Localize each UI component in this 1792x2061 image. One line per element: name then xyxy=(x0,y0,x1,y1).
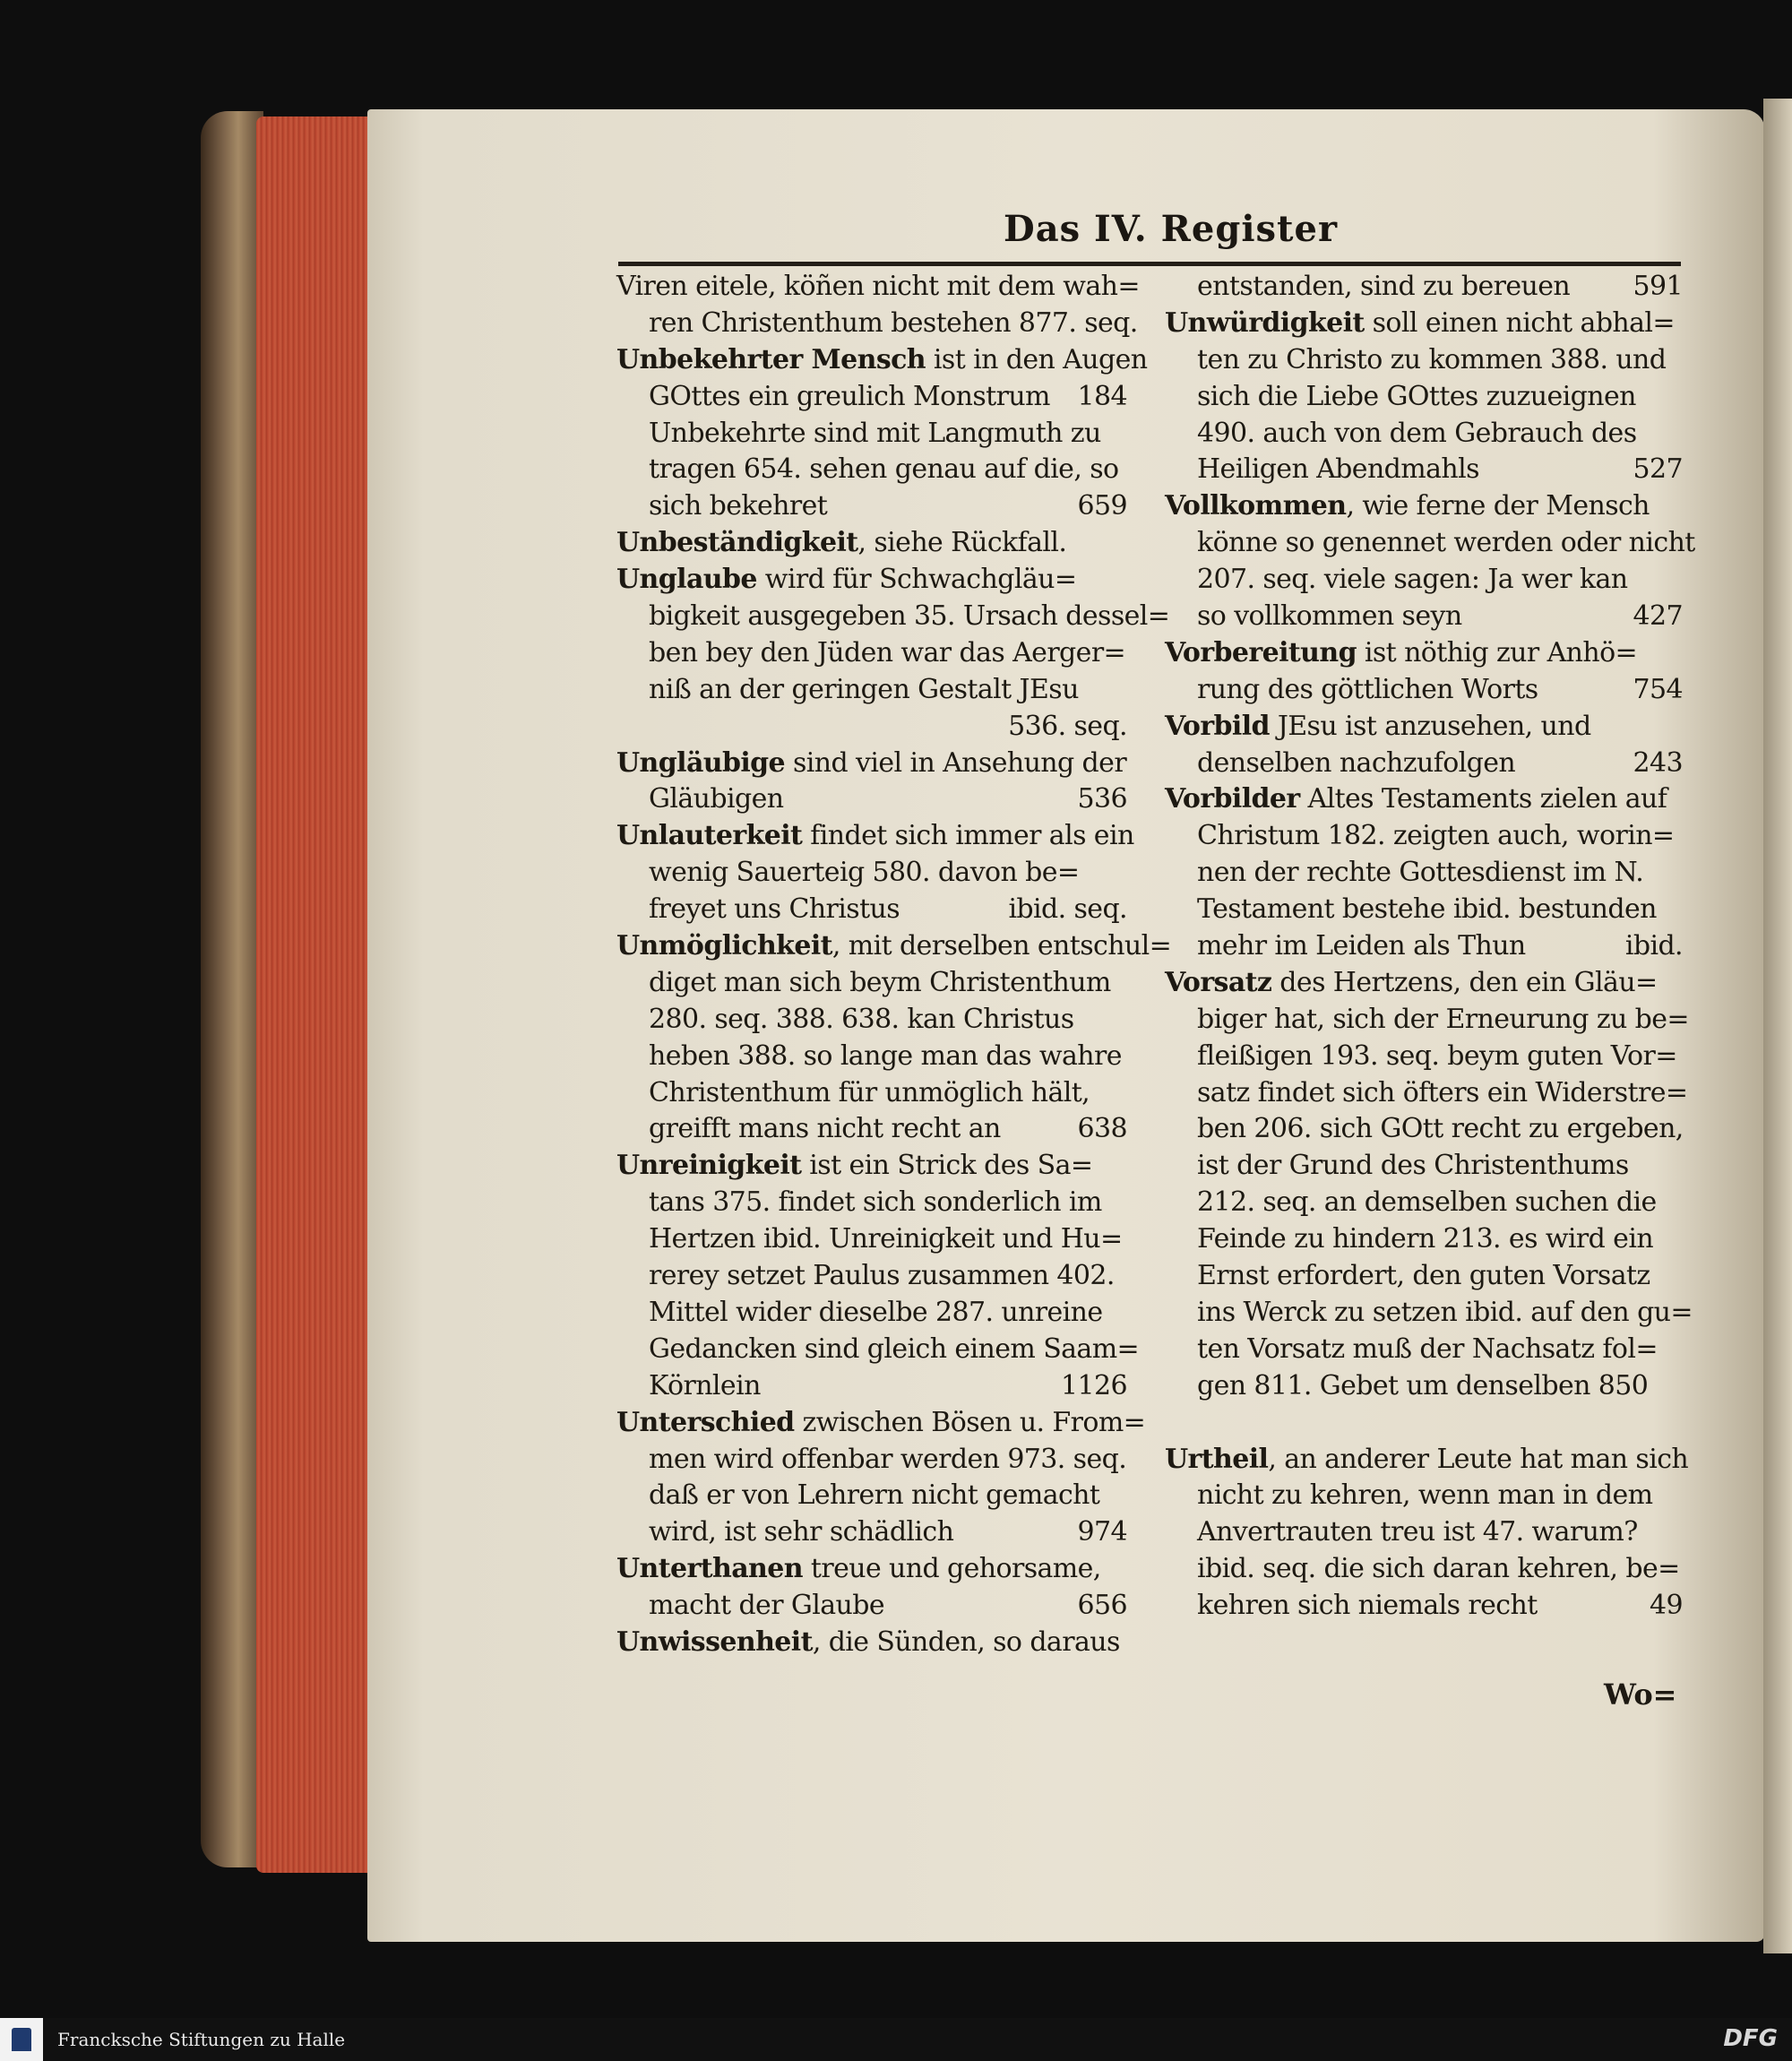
index-text: Testament bestehe ibid. bestunden xyxy=(1197,893,1657,926)
index-line xyxy=(616,1625,1127,1661)
index-line xyxy=(616,1075,1127,1112)
index-text: diget man sich beym Christenthum xyxy=(649,966,1111,998)
index-line xyxy=(616,1405,1146,1442)
entry-gap xyxy=(1165,1405,1683,1442)
index-text: men wird offenbar werden 973. seq. xyxy=(649,1443,1127,1475)
index-text: wird für Schwachgläu= xyxy=(756,564,1077,596)
index-line xyxy=(616,269,1140,306)
index-text: Heiligen Abendmahls xyxy=(1197,453,1479,486)
index-line xyxy=(1165,1478,1683,1514)
page-reference: 536 xyxy=(1077,783,1127,815)
index-line xyxy=(1165,599,1683,635)
index-text: fleißigen 193. seq. beym guten Vor= xyxy=(1197,1039,1677,1072)
index-text: kehren sich niemals recht xyxy=(1197,1590,1538,1622)
index-line xyxy=(616,1514,1127,1551)
index-line xyxy=(616,635,1127,672)
index-text: macht der Glaube xyxy=(649,1590,885,1622)
index-text: 207. seq. viele sagen: Ja wer kan xyxy=(1197,564,1628,596)
index-text: tans 375. findet sich sonderlich im xyxy=(649,1186,1102,1219)
index-line xyxy=(1165,746,1683,782)
index-text: ist ein Strick des Sa= xyxy=(801,1150,1093,1182)
index-text: wenig Sauerteig 580. davon be= xyxy=(649,857,1080,889)
index-line xyxy=(616,1368,1127,1405)
index-text: ist der Grund des Christenthums xyxy=(1197,1150,1629,1182)
index-line xyxy=(616,342,1148,379)
index-line xyxy=(1165,1221,1683,1258)
index-text: Unbekehrte sind mit Langmuth zu xyxy=(649,417,1101,449)
page-reference: 1126 xyxy=(1061,1369,1127,1401)
index-text: , wie ferne der Mensch xyxy=(1346,490,1650,522)
index-text: , die Sünden, so daraus xyxy=(812,1626,1120,1658)
index-text: Christenthum für unmöglich hält, xyxy=(649,1076,1090,1108)
index-line xyxy=(1165,1148,1683,1185)
index-headword: Unterschied xyxy=(616,1406,795,1438)
index-text: findet sich immer als ein xyxy=(802,820,1134,852)
index-line xyxy=(1165,709,1683,746)
index-line xyxy=(1165,1368,1683,1405)
index-line xyxy=(616,562,1127,599)
index-text: ren Christenthum bestehen 877. seq. xyxy=(649,306,1138,339)
index-text: Körnlein xyxy=(649,1369,761,1401)
index-text: denselben nachzufolgen xyxy=(1197,746,1516,779)
index-line xyxy=(616,1551,1127,1588)
index-line xyxy=(616,672,1127,709)
index-text: mehr im Leiden als Thun xyxy=(1197,930,1526,962)
index-text: nicht zu kehren, wenn man in dem xyxy=(1197,1479,1653,1512)
page-reference: 527 xyxy=(1633,453,1683,486)
page-reference: ibid. seq. xyxy=(1008,893,1127,926)
index-line xyxy=(616,1332,1140,1368)
index-text: Hertzen ibid. Unreinigkeit und Hu= xyxy=(649,1223,1123,1255)
index-column-right xyxy=(1165,269,1695,1625)
index-line xyxy=(616,525,1127,562)
index-line xyxy=(1165,965,1683,1002)
index-text: soll einen nicht abhal= xyxy=(1364,306,1675,339)
index-text: , mit derselben entschul= xyxy=(831,930,1172,962)
page-reference: 638 xyxy=(1077,1113,1127,1145)
page-reference: 974 xyxy=(1077,1516,1127,1548)
index-text: , an anderer Leute hat man sich xyxy=(1268,1443,1689,1475)
index-line xyxy=(1165,306,1683,342)
index-line xyxy=(1165,562,1683,599)
index-line xyxy=(616,306,1138,342)
institution-logo-icon xyxy=(12,2028,31,2051)
index-line xyxy=(616,599,1170,635)
index-headword: Unwürdigkeit xyxy=(1165,306,1365,339)
index-headword: Unwissenheit xyxy=(616,1626,813,1658)
index-text: ist in den Augen xyxy=(926,343,1148,375)
index-text: satz findet sich öfters ein Widerstre= xyxy=(1197,1076,1688,1108)
index-text: tragen 654. sehen genau auf die, so xyxy=(649,453,1119,486)
index-line xyxy=(1165,892,1683,928)
index-line xyxy=(1165,525,1695,562)
index-line xyxy=(616,1478,1127,1514)
index-headword: Urtheil xyxy=(1165,1443,1269,1475)
index-text: ibid. seq. die sich daran kehren, be= xyxy=(1197,1553,1680,1585)
index-text: so vollkommen seyn xyxy=(1197,600,1462,633)
index-text: niß an der geringen Gestalt JEsu xyxy=(649,673,1079,705)
index-text: Altes Testaments zielen auf xyxy=(1299,783,1667,815)
page-reference: 659 xyxy=(1077,490,1127,522)
index-text: ten zu Christo zu kommen 388. und xyxy=(1197,343,1667,375)
index-line xyxy=(1165,1551,1683,1588)
index-column-left xyxy=(616,269,1172,1661)
index-line xyxy=(1165,1332,1683,1368)
index-text: biger hat, sich der Erneurung zu be= xyxy=(1197,1003,1689,1035)
index-line xyxy=(616,818,1134,855)
page-reference: 243 xyxy=(1633,746,1683,779)
index-text: des Hertzens, den ein Gläu= xyxy=(1271,966,1658,998)
viewer-footer xyxy=(0,2018,1792,2061)
index-text: Christum 182. zeigten auch, worin= xyxy=(1197,820,1675,852)
index-text: könne so genennet werden oder nicht xyxy=(1197,527,1695,559)
index-text: Viren eitele, köñen nicht mit dem wah= xyxy=(616,271,1140,302)
index-text: 212. seq. an demselben suchen die xyxy=(1197,1186,1657,1219)
index-headword: Unbekehrter Mensch xyxy=(616,343,926,375)
index-text: rerey setzet Paulus zusammen 402. xyxy=(649,1260,1115,1292)
header-rule xyxy=(618,262,1681,266)
index-text: Ernst erfordert, den guten Vorsatz xyxy=(1197,1260,1650,1292)
index-text: zwischen Bösen u. From= xyxy=(794,1406,1146,1438)
index-line xyxy=(616,416,1127,453)
index-line xyxy=(616,965,1127,1002)
index-text: Feinde zu hindern 213. es wird ein xyxy=(1197,1223,1654,1255)
facing-page-edge xyxy=(1763,99,1792,1953)
index-text: GOttes ein greulich Monstrum xyxy=(649,380,1050,412)
index-text: ben 206. sich GOtt recht zu ergeben, xyxy=(1197,1113,1684,1145)
index-text: wird, ist sehr schädlich xyxy=(649,1516,954,1548)
index-text: Gläubigen xyxy=(649,783,784,815)
page-reference: 591 xyxy=(1633,271,1683,302)
index-line xyxy=(616,1002,1127,1039)
index-text: entstanden, sind zu bereuen xyxy=(1197,271,1571,302)
index-line xyxy=(1165,269,1683,306)
index-headword: Vorbilder xyxy=(1165,783,1300,815)
index-line xyxy=(616,379,1127,416)
index-line xyxy=(1165,781,1683,818)
book-spine xyxy=(201,111,263,1867)
index-text: heben 388. so lange man das wahre xyxy=(649,1039,1122,1072)
index-text: gen 811. Gebet um denselben 850 xyxy=(1197,1369,1649,1401)
index-line xyxy=(1165,488,1683,525)
institution-logo xyxy=(0,2018,43,2061)
index-text: ins Werck zu setzen ibid. auf den gu= xyxy=(1197,1296,1693,1328)
index-text: sich bekehret xyxy=(649,490,828,522)
index-headword: Vorbild xyxy=(1165,710,1270,742)
index-text: JEsu ist anzusehen, und xyxy=(1269,710,1591,742)
index-text: 490. auch von dem Gebrauch des xyxy=(1197,417,1637,449)
index-text: greifft mans nicht recht an xyxy=(649,1113,1001,1145)
index-line xyxy=(616,1442,1127,1479)
index-headword: Vorsatz xyxy=(1165,966,1272,998)
page-reference: 656 xyxy=(1077,1590,1127,1622)
index-line xyxy=(1165,635,1683,672)
index-line xyxy=(1165,818,1683,855)
index-line xyxy=(1165,1295,1693,1332)
index-line xyxy=(1165,416,1683,453)
index-text: ist nöthig zur Anhö= xyxy=(1356,636,1638,668)
page-reference: 427 xyxy=(1633,600,1683,633)
index-headword: Unbeständigkeit xyxy=(616,527,858,559)
index-line xyxy=(616,1039,1127,1075)
index-line xyxy=(1165,1442,1689,1479)
index-line xyxy=(1165,1075,1688,1112)
index-line xyxy=(1165,1185,1683,1221)
index-text: Gedancken sind gleich einem Saam= xyxy=(649,1332,1140,1365)
dfg-logo: DFG xyxy=(1723,2025,1778,2052)
index-line xyxy=(616,1258,1127,1295)
index-line xyxy=(1165,672,1683,709)
index-headword: Vollkommen xyxy=(1165,490,1347,522)
index-line xyxy=(616,855,1127,892)
index-line xyxy=(616,1111,1127,1148)
index-line xyxy=(1165,1002,1689,1039)
index-line xyxy=(1165,928,1683,965)
index-line xyxy=(616,709,1127,746)
page-reference: ibid. xyxy=(1624,930,1683,962)
institution-name: Francksche Stiftungen zu Halle xyxy=(57,2029,346,2050)
index-line xyxy=(616,1185,1127,1221)
index-text: ten Vorsatz muß der Nachsatz fol= xyxy=(1197,1332,1658,1365)
index-line xyxy=(616,1221,1127,1258)
index-line xyxy=(616,1588,1127,1625)
index-headword: Unglaube xyxy=(616,564,757,596)
index-line xyxy=(1165,452,1683,488)
index-line xyxy=(1165,1258,1683,1295)
index-text: bigkeit ausgegeben 35. Ursach dessel= xyxy=(649,600,1170,633)
index-headword: Unlauterkeit xyxy=(616,820,803,852)
index-text: treue und gehorsame, xyxy=(802,1553,1101,1585)
index-line xyxy=(1165,1588,1683,1625)
page-reference: 754 xyxy=(1633,673,1683,705)
index-line xyxy=(616,781,1127,818)
index-text: nen der rechte Gottesdienst im N. xyxy=(1197,857,1644,889)
index-text: Mittel wider dieselbe 287. unreine xyxy=(649,1296,1103,1328)
index-headword: Unterthanen xyxy=(616,1553,803,1585)
index-line xyxy=(1165,855,1683,892)
index-line xyxy=(616,1148,1127,1185)
index-text: Anvertrauten treu ist 47. warum? xyxy=(1197,1516,1638,1548)
index-line xyxy=(1165,1039,1683,1075)
running-head: Das IV. Register xyxy=(1004,208,1339,250)
page-reference: 536. seq. xyxy=(1008,710,1127,742)
index-headword: Ungläubige xyxy=(616,746,786,779)
index-text: ben bey den Jüden war das Aerger= xyxy=(649,636,1126,668)
index-text: , siehe Rückfall. xyxy=(857,527,1067,559)
index-line xyxy=(1165,1514,1683,1551)
index-line xyxy=(1165,379,1683,416)
catchword: Wo= xyxy=(1604,1677,1677,1712)
page-edges xyxy=(256,116,373,1873)
index-line xyxy=(1165,1111,1683,1148)
index-text: sich die Liebe GOttes zuzueignen xyxy=(1197,380,1636,412)
index-text: 280. seq. 388. 638. kan Christus xyxy=(649,1003,1074,1035)
index-text: sind viel in Ansehung der xyxy=(785,746,1127,779)
index-line xyxy=(616,488,1127,525)
index-line xyxy=(616,746,1127,782)
index-headword: Unreinigkeit xyxy=(616,1150,802,1182)
page-reference: 184 xyxy=(1077,380,1127,412)
index-line xyxy=(1165,342,1683,379)
index-text: freyet uns Christus xyxy=(649,893,900,926)
index-text: rung des göttlichen Worts xyxy=(1197,673,1538,705)
index-line xyxy=(616,1295,1127,1332)
index-headword: Vorbereitung xyxy=(1165,636,1357,668)
index-text: daß er von Lehrern nicht gemacht xyxy=(649,1479,1100,1512)
index-line xyxy=(616,892,1127,928)
page-reference: 49 xyxy=(1650,1590,1683,1622)
index-line xyxy=(616,928,1172,965)
index-headword: Unmöglichkeit xyxy=(616,930,832,962)
index-line xyxy=(616,452,1127,488)
